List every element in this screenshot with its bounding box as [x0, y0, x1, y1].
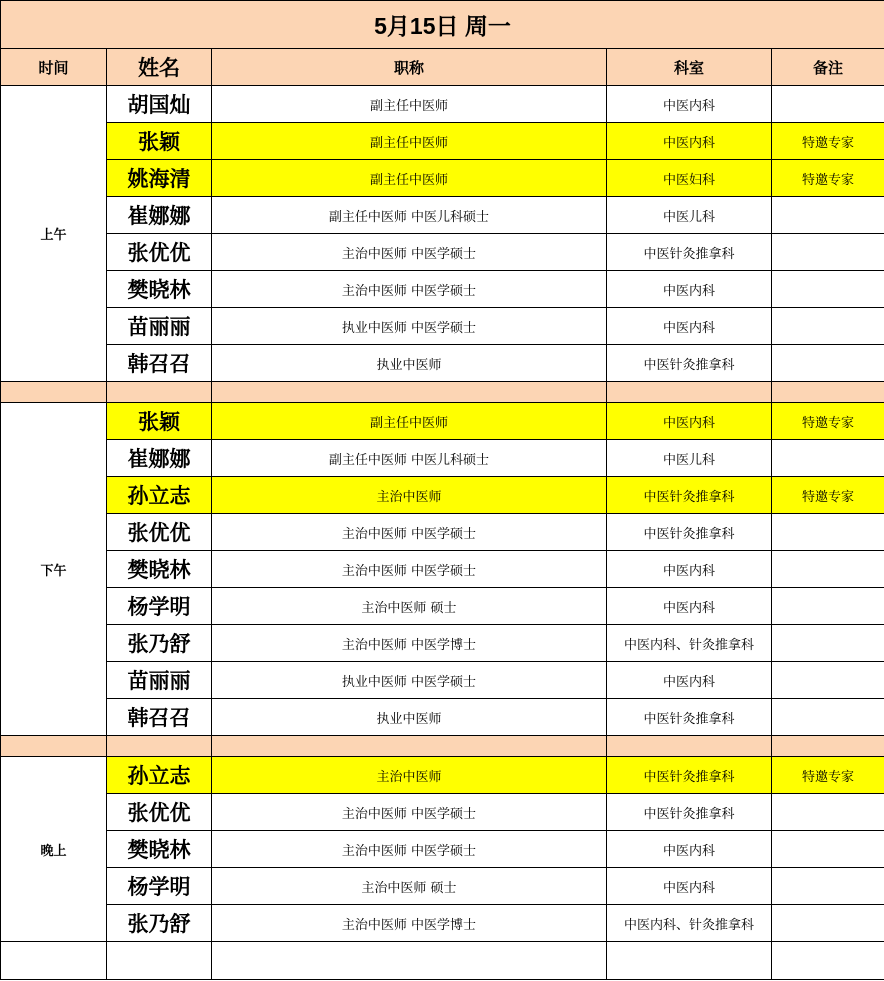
doctor-dept: 中医针灸推拿科: [607, 234, 772, 271]
doctor-dept: 中医内科: [607, 868, 772, 905]
doctor-name: 张乃舒: [107, 905, 212, 942]
table-row: [1, 345, 884, 382]
doctor-dept: 中医针灸推拿科: [607, 794, 772, 831]
doctor-note: [772, 699, 884, 736]
doctor-note: [772, 440, 884, 477]
doctor-title: 副主任中医师: [212, 403, 607, 440]
table-row: [1, 403, 884, 440]
doctor-note: [772, 234, 884, 271]
empty-cell: [607, 942, 772, 980]
doctor-dept: 中医内科: [607, 86, 772, 123]
doctor-title: 主治中医师: [212, 757, 607, 794]
separator-cell: [607, 736, 772, 757]
doctor-dept: 中医针灸推拿科: [607, 514, 772, 551]
doctor-title: 执业中医师: [212, 699, 607, 736]
doctor-name: 韩召召: [107, 699, 212, 736]
empty-cell: [1, 942, 107, 980]
period-label: 下午: [1, 403, 107, 736]
doctor-name: 张乃舒: [107, 625, 212, 662]
table-row: [1, 831, 884, 868]
doctor-note: [772, 794, 884, 831]
period-label: 上午: [1, 86, 107, 382]
doctor-note: [772, 86, 884, 123]
separator-cell: [772, 736, 884, 757]
table-row: [1, 905, 884, 942]
header-time: 时间: [1, 49, 107, 86]
doctor-name: 张颖: [107, 403, 212, 440]
header-row: [1, 49, 884, 86]
doctor-dept: 中医针灸推拿科: [607, 699, 772, 736]
doctor-title: 执业中医师 中医学硕士: [212, 662, 607, 699]
section-separator: [1, 382, 884, 403]
table-row: [1, 477, 884, 514]
separator-cell: [772, 382, 884, 403]
doctor-title: 主治中医师 硕士: [212, 588, 607, 625]
doctor-title: 主治中医师 中医学硕士: [212, 551, 607, 588]
doctor-dept: 中医内科: [607, 662, 772, 699]
header-dept: 科室: [607, 49, 772, 86]
table-row: [1, 271, 884, 308]
separator-cell: [107, 382, 212, 403]
table-row: [1, 234, 884, 271]
doctor-note: [772, 308, 884, 345]
doctor-name: 张颖: [107, 123, 212, 160]
separator-cell: [607, 382, 772, 403]
header-name: 姓名: [107, 49, 212, 86]
header-title: 职称: [212, 49, 607, 86]
doctor-title: 主治中医师 中医学博士: [212, 905, 607, 942]
separator-cell: [1, 382, 107, 403]
header-note: 备注: [772, 49, 884, 86]
doctor-name: 胡国灿: [107, 86, 212, 123]
title-row: [1, 1, 884, 49]
schedule-body: [1, 1, 884, 980]
doctor-dept: 中医内科: [607, 123, 772, 160]
doctor-title: 主治中医师 硕士: [212, 868, 607, 905]
doctor-dept: 中医针灸推拿科: [607, 757, 772, 794]
doctor-note: [772, 905, 884, 942]
table-row: [1, 625, 884, 662]
doctor-title: 主治中医师: [212, 477, 607, 514]
table-row: [1, 757, 884, 794]
table-row: [1, 551, 884, 588]
doctor-name: 孙立志: [107, 477, 212, 514]
doctor-note: 特邀专家: [772, 160, 884, 197]
doctor-dept: 中医儿科: [607, 440, 772, 477]
doctor-note: [772, 662, 884, 699]
doctor-name: 姚海清: [107, 160, 212, 197]
table-row: [1, 197, 884, 234]
doctor-dept: 中医内科: [607, 551, 772, 588]
doctor-note: [772, 625, 884, 662]
doctor-title: 副主任中医师: [212, 160, 607, 197]
doctor-dept: 中医针灸推拿科: [607, 345, 772, 382]
doctor-name: 崔娜娜: [107, 197, 212, 234]
doctor-dept: 中医妇科: [607, 160, 772, 197]
table-row: [1, 662, 884, 699]
empty-cell: [772, 942, 884, 980]
doctor-note: 特邀专家: [772, 477, 884, 514]
table-row: [1, 440, 884, 477]
doctor-title: 主治中医师 中医学硕士: [212, 514, 607, 551]
doctor-note: 特邀专家: [772, 123, 884, 160]
doctor-title: 副主任中医师: [212, 86, 607, 123]
doctor-title: 副主任中医师 中医儿科硕士: [212, 197, 607, 234]
doctor-note: [772, 345, 884, 382]
doctor-name: 张优优: [107, 794, 212, 831]
doctor-name: 苗丽丽: [107, 662, 212, 699]
table-row: [1, 699, 884, 736]
table-row: [1, 588, 884, 625]
doctor-note: 特邀专家: [772, 403, 884, 440]
doctor-title: 主治中医师 中医学博士: [212, 625, 607, 662]
table-row: [1, 86, 884, 123]
doctor-name: 崔娜娜: [107, 440, 212, 477]
separator-cell: [107, 736, 212, 757]
table-row: [1, 160, 884, 197]
doctor-title: 主治中医师 中医学硕士: [212, 794, 607, 831]
empty-cell: [212, 942, 607, 980]
empty-cell: [107, 942, 212, 980]
doctor-note: [772, 551, 884, 588]
doctor-name: 杨学明: [107, 868, 212, 905]
doctor-dept: 中医内科: [607, 271, 772, 308]
doctor-dept: 中医内科: [607, 403, 772, 440]
doctor-name: 苗丽丽: [107, 308, 212, 345]
doctor-note: 特邀专家: [772, 757, 884, 794]
doctor-name: 樊晓林: [107, 831, 212, 868]
doctor-name: 孙立志: [107, 757, 212, 794]
doctor-dept: 中医内科: [607, 588, 772, 625]
table-row: [1, 308, 884, 345]
doctor-name: 张优优: [107, 234, 212, 271]
doctor-title: 副主任中医师: [212, 123, 607, 160]
period-label: 晚上: [1, 757, 107, 942]
doctor-dept: 中医内科: [607, 831, 772, 868]
doctor-note: [772, 197, 884, 234]
doctor-name: 杨学明: [107, 588, 212, 625]
table-row: [1, 514, 884, 551]
doctor-note: [772, 588, 884, 625]
doctor-name: 樊晓林: [107, 271, 212, 308]
doctor-name: 樊晓林: [107, 551, 212, 588]
doctor-title: 执业中医师 中医学硕士: [212, 308, 607, 345]
doctor-note: [772, 868, 884, 905]
doctor-name: 韩召召: [107, 345, 212, 382]
table-row: [1, 123, 884, 160]
doctor-title: 副主任中医师 中医儿科硕士: [212, 440, 607, 477]
section-separator: [1, 736, 884, 757]
doctor-dept: 中医内科、针灸推拿科: [607, 625, 772, 662]
page-title: 5月15日 周一: [1, 1, 884, 49]
table-row: [1, 868, 884, 905]
doctor-title: 主治中医师 中医学硕士: [212, 271, 607, 308]
doctor-name: 张优优: [107, 514, 212, 551]
doctor-dept: 中医内科、针灸推拿科: [607, 905, 772, 942]
doctor-title: 主治中医师 中医学硕士: [212, 234, 607, 271]
table-row: [1, 794, 884, 831]
empty-row: [1, 942, 884, 980]
doctor-dept: 中医内科: [607, 308, 772, 345]
separator-cell: [212, 382, 607, 403]
doctor-note: [772, 831, 884, 868]
doctor-dept: 中医针灸推拿科: [607, 477, 772, 514]
doctor-note: [772, 271, 884, 308]
doctor-dept: 中医儿科: [607, 197, 772, 234]
doctor-title: 主治中医师 中医学硕士: [212, 831, 607, 868]
separator-cell: [212, 736, 607, 757]
separator-cell: [1, 736, 107, 757]
doctor-title: 执业中医师: [212, 345, 607, 382]
doctor-note: [772, 514, 884, 551]
